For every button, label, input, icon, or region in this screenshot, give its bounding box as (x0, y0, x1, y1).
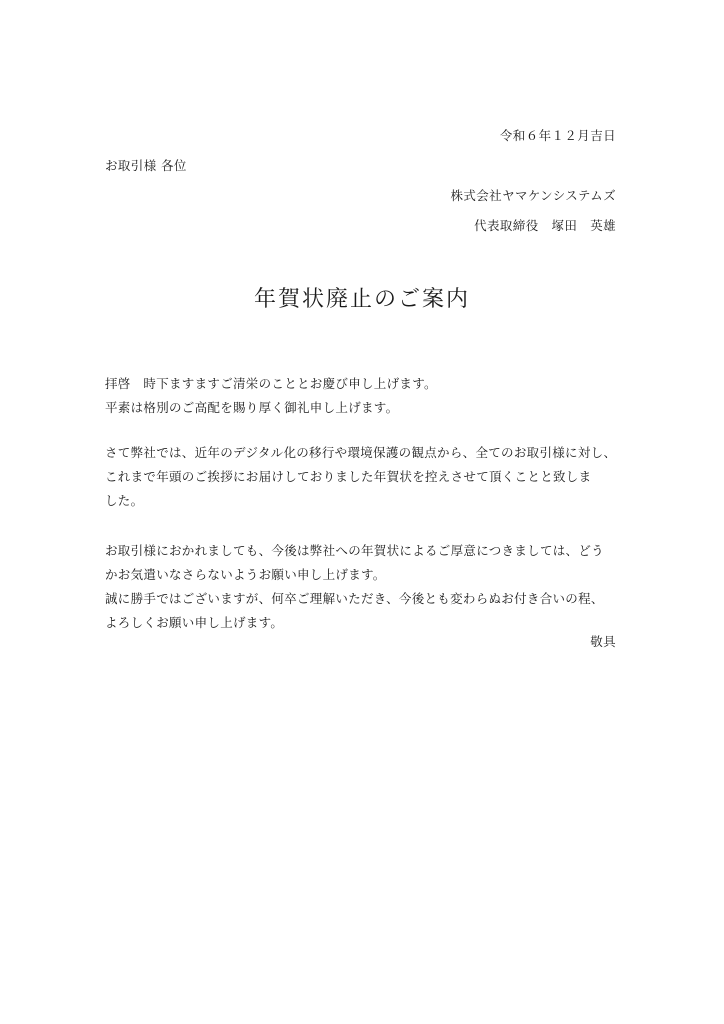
page-title: 年賀状廃止のご案内 (253, 287, 470, 312)
paragraph2-line: した。 (105, 493, 144, 508)
paragraph3-line: 誠に勝手ではございますが、何卒ご理解いただき、今後とも変わらぬお付き合いの程、 (105, 591, 604, 606)
company-name: 株式会社ヤマケンシステムズ (450, 188, 616, 203)
paragraph2-line: これまで年頭のご挨拶にお届けしておりました年賀状を控えさせて頂くことと致しま (105, 469, 592, 484)
closing: 敬具 (590, 634, 616, 649)
paragraph3-line: お取引様におかれましても、今後は弊社への年賀状によるご厚意につきましては、どう (105, 543, 604, 558)
paragraph3-line: かお気遣いなさらないようお願い申し上げます。 (105, 567, 386, 582)
representative: 代表取締役 塚田 英雄 (474, 218, 616, 233)
paragraph2-line: さて弊社では、近年のデジタル化の移行や環境保護の観点から、全てのお取引様に対し、 (105, 445, 617, 460)
recipient: お取引様 各位 (105, 158, 187, 173)
paragraph3-line: よろしくお願い申し上げます。 (105, 615, 284, 630)
paragraph1-line: 平素は格別のご高配を賜り厚く御礼申し上げます。 (105, 400, 399, 415)
paragraph1-line: 拝啓 時下ますますご清栄のこととお慶び申し上げます。 (105, 376, 437, 391)
date: 令和６年１２月吉日 (499, 128, 616, 143)
